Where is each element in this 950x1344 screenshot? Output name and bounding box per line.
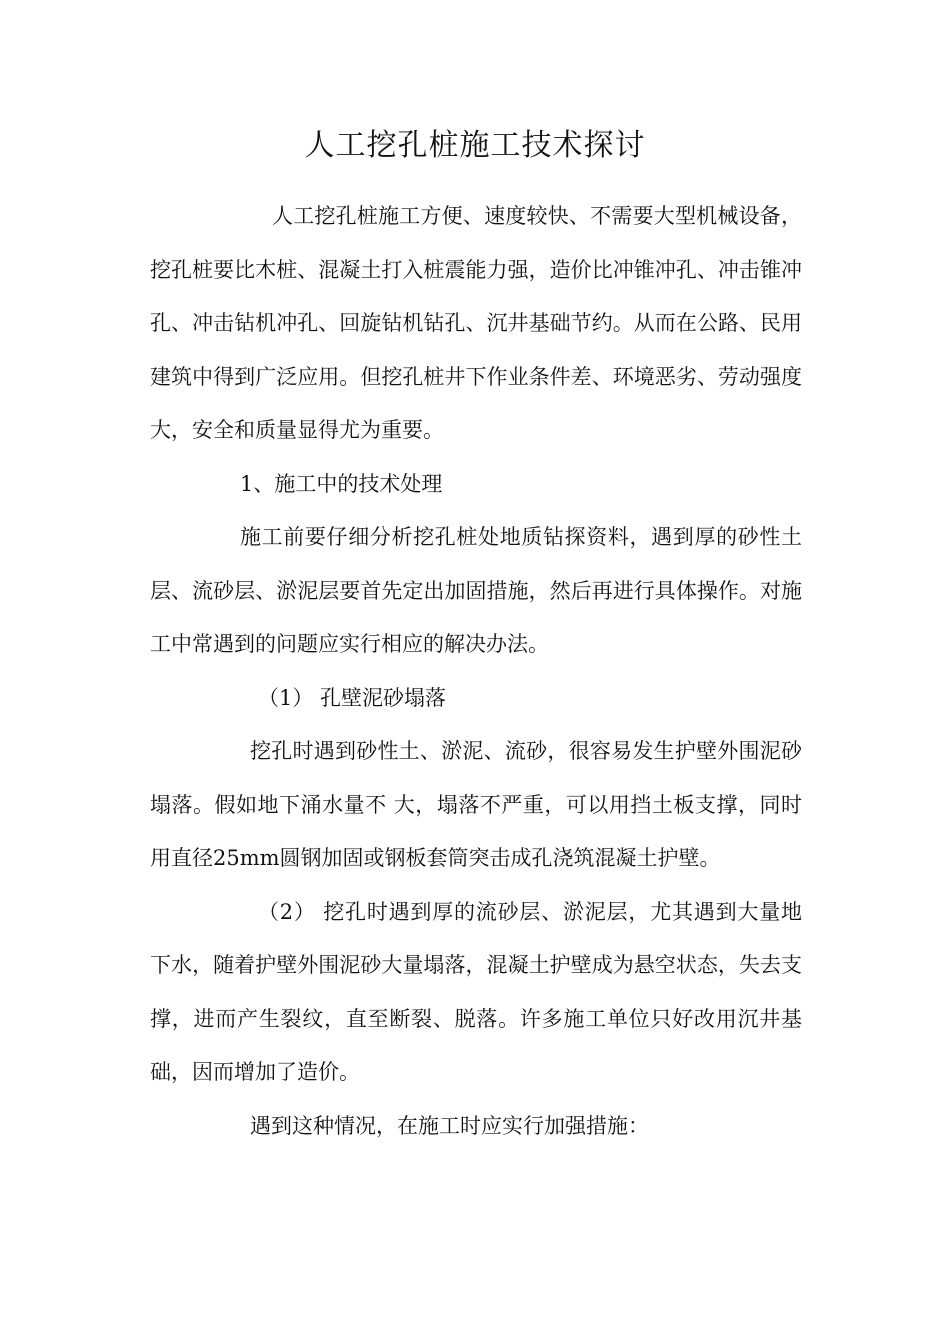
subheading-1: （1） 孔壁泥砂塌落 — [258, 685, 447, 710]
paragraph-collapse: 挖孔时遇到砂性土、淤泥、流砂，很容易发生护壁外围泥砂塌落。假如地下涌水量不 大，塌落不严重，可以用挡土板支撑，同时用直径25mm圆钢加固或钢板套筒突击成孔浇筑混凝土护壁。 — [150, 739, 802, 870]
paragraph-preparation: 施工前要仔细分析挖孔桩处地质钻探资料，遇到厚的砂性土层、流砂层、淤泥层要首先定出加固措施，然后再进行具体操作。对施工中常遇到的问题应实行相应的解决办法。 — [150, 525, 802, 656]
intro-paragraph: 人工挖孔桩施工方便、速度较快、不需要大型机械设备，挖孔桩要比木桩、混凝土打入桩震能力强，造价比冲锥冲孔、冲击锥冲孔、冲击钻机冲孔、回旋钻机钻孔、沉井基础节约。从而在公路、民用建筑中得到广泛应用。但挖孔桩井下作业条件差、环境恶劣、劳动强度大，安全和质量显得尤为重要。 — [150, 204, 802, 442]
section-heading-1: 1、施工中的技术处理 — [240, 471, 443, 496]
paragraph-item-2: （2） 挖孔时遇到厚的流砂层、淤泥层，尤其遇到大量地下水，随着护壁外围泥砂大量塌落，混凝土护壁成为悬空状态，失去支撑，进而产生裂纹，直至断裂、脱落。许多施工单位只好改用沉井基础，因而增加了造价。 — [150, 899, 802, 1084]
document-title: 人工挖孔桩施工技术探讨 — [304, 128, 646, 163]
paragraph-measures: 遇到这种情况，在施工时应实行加强措施： — [250, 1113, 649, 1138]
document-body — [150, 190, 802, 1153]
